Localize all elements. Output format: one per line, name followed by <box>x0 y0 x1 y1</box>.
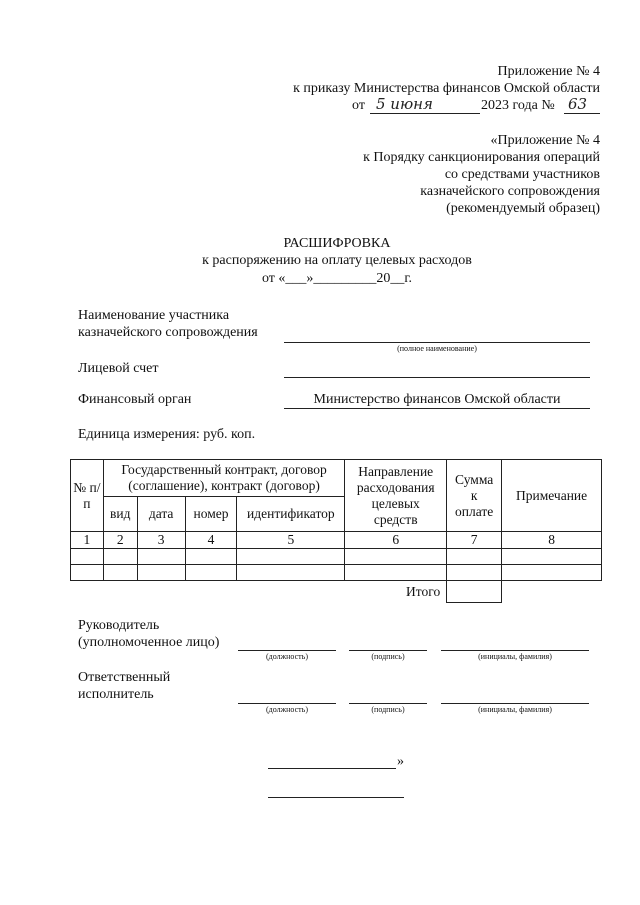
col-number: 3 <box>137 532 185 549</box>
header-contract: Государственный контракт, договор (соглашение), контракт (договор) <box>103 460 344 497</box>
appendix-line-3: со средствами участников <box>444 167 600 182</box>
total-row <box>71 581 602 603</box>
header-note: Примечание <box>502 460 602 532</box>
header-number: номер <box>185 497 237 532</box>
approval-date-line <box>352 95 602 116</box>
col-number: 4 <box>185 532 237 549</box>
table-cell[interactable] <box>345 549 447 565</box>
table-cell[interactable] <box>185 565 237 581</box>
table-cell[interactable] <box>502 549 602 565</box>
col-number: 1 <box>71 532 104 549</box>
approval-line-2: к приказу Министерства финансов Омской области <box>293 81 600 96</box>
table-cell[interactable] <box>103 549 137 565</box>
col-number: 5 <box>237 532 345 549</box>
fin-body-value: Министерство финансов Омской области <box>313 392 561 407</box>
head-signature-hint: (подпись) <box>371 652 405 661</box>
account-label: Лицевой счет <box>78 361 159 376</box>
col-number: 7 <box>447 532 502 549</box>
table-cell[interactable] <box>345 565 447 581</box>
participant-label-1: Наименование участника <box>78 308 230 323</box>
table-cell[interactable] <box>71 549 104 565</box>
participant-label-2: казначейского сопровождения <box>78 325 258 340</box>
resp-signature-hint: (подпись) <box>371 705 405 714</box>
head-position-hint: (должность) <box>266 652 308 661</box>
table-row <box>71 565 602 581</box>
resp-name-hint: (инициалы, фамилия) <box>478 705 552 714</box>
unit-label: Единица измерения: руб. коп. <box>78 427 256 442</box>
participant-name-line <box>284 342 590 343</box>
col-number: 6 <box>345 532 447 549</box>
head-position-line <box>238 650 336 651</box>
col-number: 8 <box>502 532 602 549</box>
header-sum: Сумма к оплате <box>447 460 502 532</box>
approval-year: 2023 года № <box>481 98 555 113</box>
closing-quote: » <box>397 754 404 769</box>
date-underline <box>370 113 480 114</box>
header-id: идентификатор <box>237 497 345 532</box>
participant-hint: (полное наименование) <box>397 344 477 353</box>
responsible-label-2: исполнитель <box>78 687 154 702</box>
head-name-hint: (инициалы, фамилия) <box>478 652 552 661</box>
header-direction: Направление расходования целевых средств <box>345 460 447 532</box>
header-kind: вид <box>103 497 137 532</box>
total-empty <box>502 581 602 603</box>
resp-position-hint: (должность) <box>266 705 308 714</box>
fin-body-label: Финансовый орган <box>78 392 192 407</box>
total-label: Итого <box>406 583 441 599</box>
resp-signature-line <box>349 703 427 704</box>
header-num: № п/п <box>71 460 104 532</box>
table-cell[interactable] <box>103 565 137 581</box>
appendix-line-4: казначейского сопровождения <box>420 184 600 199</box>
footer-line-2 <box>268 797 404 798</box>
appendix-line-5: (рекомендуемый образец) <box>446 201 600 216</box>
responsible-label-1: Ответственный <box>78 670 171 685</box>
expense-table <box>70 459 602 603</box>
header-date: дата <box>137 497 185 532</box>
table-cell[interactable] <box>137 565 185 581</box>
resp-name-line <box>441 703 589 704</box>
table-cell[interactable] <box>237 549 345 565</box>
total-sum-cell[interactable] <box>447 581 502 603</box>
fin-body-line <box>284 408 590 409</box>
approval-line-1: Приложение № 4 <box>497 64 600 79</box>
col-number: 2 <box>103 532 137 549</box>
appendix-line-2: к Порядку санкционирования операций <box>363 150 600 165</box>
document-date-line: от «___»_________20__г. <box>261 271 413 286</box>
footer-line-1 <box>268 768 396 769</box>
document-subtitle: к распоряжению на оплату целевых расходов <box>202 253 472 268</box>
head-name-line <box>441 650 589 651</box>
resp-position-line <box>238 703 336 704</box>
account-line <box>284 377 590 378</box>
head-label-1: Руководитель <box>78 618 160 633</box>
appendix-line-1: «Приложение № 4 <box>490 133 600 148</box>
table-cell[interactable] <box>447 549 502 565</box>
number-underline <box>564 113 600 114</box>
handwritten-number: 63 <box>568 95 588 113</box>
table-cell[interactable] <box>502 565 602 581</box>
column-number-row <box>71 532 602 549</box>
table-cell[interactable] <box>237 565 345 581</box>
head-signature-line <box>349 650 427 651</box>
table-cell[interactable] <box>185 549 237 565</box>
table-cell[interactable] <box>447 565 502 581</box>
table-cell[interactable] <box>137 549 185 565</box>
table-cell[interactable] <box>71 565 104 581</box>
document-title: РАСШИФРОВКА <box>283 236 391 251</box>
handwritten-date: 5 июня <box>376 95 433 113</box>
head-label-2: (уполномоченное лицо) <box>78 635 220 650</box>
table-row <box>71 549 602 565</box>
approval-prefix: от <box>352 98 365 113</box>
